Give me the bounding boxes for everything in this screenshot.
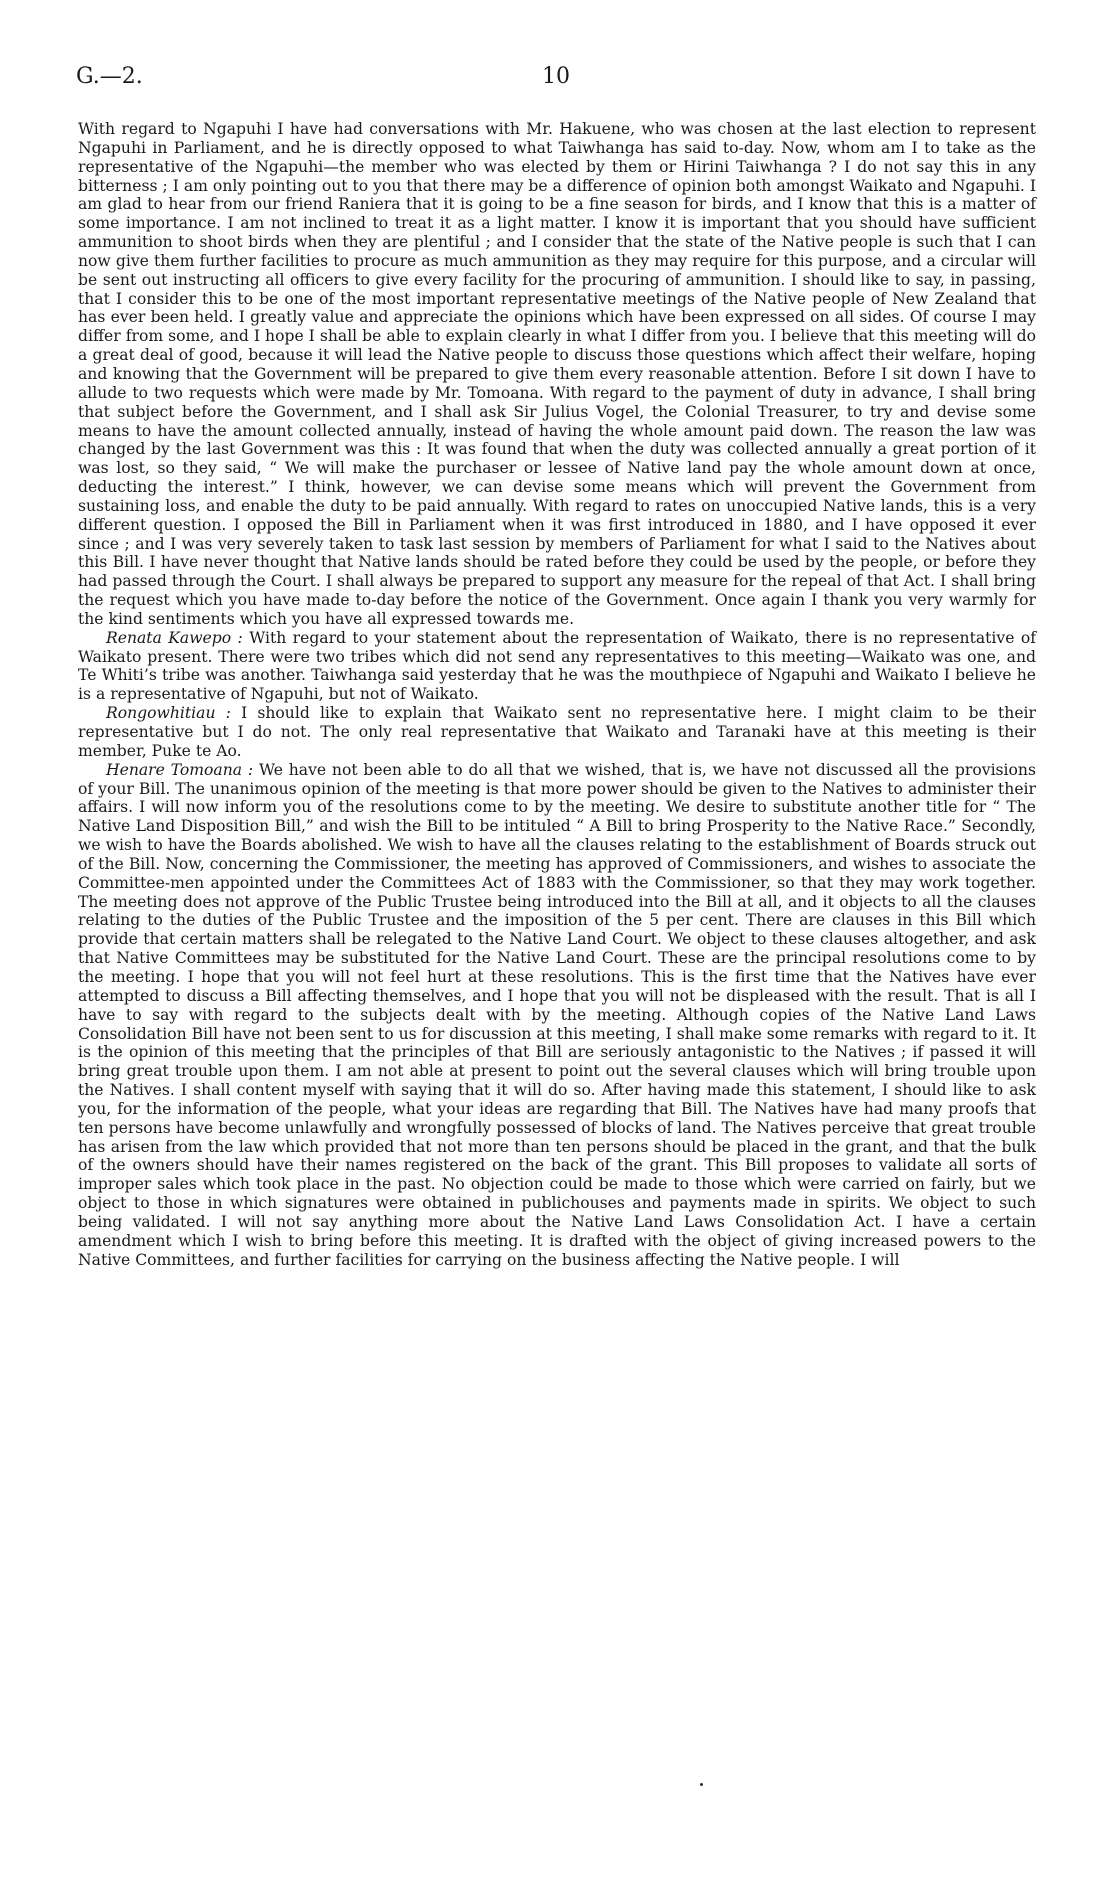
paragraph-text: We have not been able to do all that we wished, that is, we have not discussed all the provisions of your Bill. The unanimous opinion of the meeting is that more power should be given to the Natives to administer their affairs. I will now inform you of the resolutions come to by the meeting. We desire to substitute another title for “ The Native Land Disposition Bill,” and wish the Bill to be intituled “ A Bill to bring Prosperity to the Native Race.” Secondly, we wish to have the Boards abolished. We wish to have all the clauses relating to the establishment of Boards struck out of the Bill. Now, concerning the Commissioner, the meeting has approved of Commissioners, and wishes to associate the Committee-men appointed under the Committees Act of 1883 with the Commissioner, so that they may work together. The meeting does not approve of the Public Trustee being introduced into the Bill at all, and it objects to all the clauses relating to the duties of the Public Trustee and the imposition of the 5 per cent. There are clauses in this Bill which provide that certain matters shall be relegated to the Native Land Court. We object to these clauses altogether, and ask that Native Committees may be substituted for the Native Land Court. These are the principal resolutions come to by the meeting. I hope that you will not feel hurt at these resolutions. This is the first time that the Natives have ever attempted to discuss a Bill affecting themselves, and I hope that you will not be displeased with the result. That is all I have to say with regard to the subjects dealt with by the meeting. Although copies of the Native Land Laws Consolidation Bill have not been sent to us for discussion at this meeting, I shall make some remarks with regard to it. It is the opinion of this meeting that the principles of that Bill are seriously antagonistic to the Natives ; if passed it will bring great trouble upon them. I am not able at present to point out the several clauses which will bring trouble upon the Natives. I shall content myself with saying that it will do so. After having made this statement, I should like to ask you, for the information of the people, what your ideas are regarding that Bill. The Natives have had many proofs that ten persons have become unlawfully and wrongfully possessed of blocks of land. The Natives perceive that great trouble has arisen from the law which provided that not more than ten persons should be placed in the grant, and that the bulk of the owners should have their names registered on the back of the grant. This Bill proposes to validate all sorts of improper sales which took place in the past. No objection could be made to those which were carried on fairly, but we object to those in which signatures were obtained in publichouses and payments made in spirits. We object to such being validated. I will not say anything more about the Native Land Laws Consolidation Act. I have a certain amendment which I wish to bring before this meeting. It is drafted with the object of giving increased powers to the Native Committees, and further facilities for carrying on the business affecting the Native people. I will [78,760,1036,1269]
paragraph-opening [78,120,1036,629]
paragraph-henare-tomoana [78,761,1036,1270]
speaker-name: Henare Tomoana : [106,760,254,779]
document-id: G.—2. [76,64,143,89]
paragraph-text: With regard to Ngapuhi I have had conversations with Mr. Hakuene, who was chosen at the last election to represent Ngapuhi in Parliament, and he is directly opposed to what Taiwhanga has said to-day. Now, whom am I to take as the representative of the Ngapuhi—the member who was elected by them or Hirini Taiwhanga ? I do not say this in any bitterness ; I am only pointing out to you that there may be a difference of opinion both amongst Waikato and Ngapuhi. I am glad to hear from our friend Raniera that it is going to be a fine season for birds, and I know that this is a matter of some importance. I am not inclined to treat it as a light matter. I know it is important that you should have sufficient ammunition to shoot birds when they are plentiful ; and I consider that the state of the Native people is such that I can now give them further facilities to procure as much ammunition as they may require for this purpose, and a circular will be sent out instructing all officers to give every facility for the procuring of ammunition. I should like to say, in passing, that I consider this to be one of the most important representative meetings of the Native people of New Zealand that has ever been held. I greatly value and appreciate the opinions which have been expressed on all sides. Of course I may differ from some, and I hope I shall be able to explain clearly in what I differ from you. I believe that this meeting will do a great deal of good, because it will lead the Native people to discuss those questions which affect their welfare, hoping and knowing that the Government will be prepared to give them every reasonable attention. Before I sit down I have to allude to two requests which were made by Mr. Tomoana. With regard to the payment of duty in advance, I shall bring that subject before the Government, and I shall ask Sir Julius Vogel, the Colonial Treasurer, to try and devise some means to have the amount collected annually, instead of having the whole amount paid down. The reason the law was changed by the last Government was this : It was found that when the duty was collected annually a great portion of it was lost, so they said, “ We will make the purchaser or lessee of Native land pay the whole amount down at once, deducting the interest.” I think, however, we can devise some means which will prevent the Government from sustaining loss, and enable the duty to be paid annually. With regard to rates on unoccupied Native lands, this is a very different question. I opposed the Bill in Parliament when it was first introduced in 1880, and I have opposed it ever since ; and I was very severely taken to task last session by members of Parliament for what I said to the Natives about this Bill. I have never thought that Native lands should be rated before they could be used by the people, or before they had passed through the Court. I shall always be prepared to support any measure for the repeal of that Act. I shall bring the request which you have made to-day before the notice of the Government. Once again I thank you very warmly for the kind sentiments which you have all expressed towards me. [78,120,1036,628]
paragraph-rongowhitiau [78,704,1036,761]
speaker-name: Rongowhitiau : [106,704,231,723]
paragraph-text: With regard to your statement about the representation of Waikato, there is no representative of Waikato present. There were two tribes which did not send any representatives to this meeting—Waikato was one, and Te Whiti’s tribe was another. Taiwhanga said yesterday that he was the mouthpiece of Ngapuhi and Waikato I believe he is a representative of Ngapuhi, but not of Waikato. [78,628,1036,704]
page-number: 10 [542,64,570,89]
print-speck [700,1783,703,1786]
page-header [76,64,1036,100]
paragraph-renata-kawepo [78,629,1036,704]
paragraph-text: I should like to explain that Waikato sent no representative here. I might claim to be their representative but I do not. The only real representative that Waikato and Taranaki have at this meeting is their member, Puke te Ao. [78,704,1036,760]
speaker-name: Renata Kawepo : [106,628,243,647]
body-text [78,120,1036,1269]
